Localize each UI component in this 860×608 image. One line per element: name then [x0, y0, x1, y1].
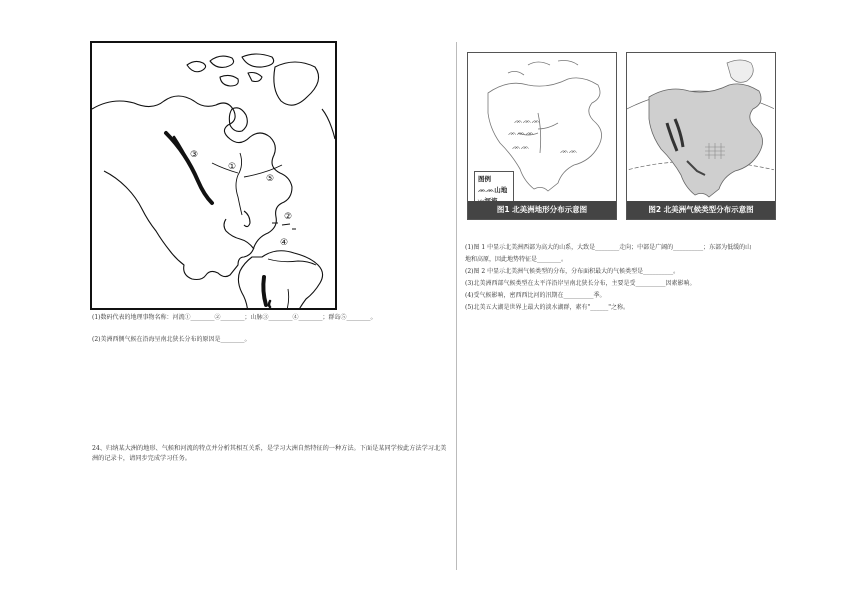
americas-map: [90, 41, 337, 310]
north-america-climate-fill: [649, 84, 763, 197]
map-label-5: ⑤: [266, 174, 275, 184]
mountain-symbols-3: ᨏᨏ: [512, 143, 530, 151]
question-24-intro: 24、归纳某大洲的地形、气候和河流的特点并分析其相互关系，是学习大洲自然特征的一种方法。下面是某同学按此方法学习北美洲的记录卡，请同步完成学习任务。: [92, 445, 447, 462]
figure-1-terrain-map: [467, 52, 617, 220]
map-label-2: ②: [284, 212, 293, 222]
figure-1-caption: 图1 北美洲地形分布示意图: [468, 201, 616, 219]
right-question-4: (4)受气候影响，密西西比河的汛期在__________季。: [465, 292, 606, 299]
right-question-1b: 地和高原，因此地势特征是________。: [465, 256, 568, 263]
right-question-3: (3)北美洲西部气候类型在太平洋沿岸呈南北狭长分布，主要是受__________因素影响。: [465, 280, 696, 287]
right-question-2: (2)图 2 中显示北美洲气候类型的分布，分布面积最大的气候类型是__________。: [465, 268, 680, 275]
right-question-5: (5)北美五大湖是世界上最大的淡水湖群，素有"______"之称。: [465, 304, 630, 311]
figure-2-climate-map: [626, 52, 776, 220]
figure-2-drawing: [627, 53, 774, 201]
mountain-symbols-2: ᨏᨏᨏ: [508, 129, 535, 137]
map-label-4: ④: [280, 238, 289, 248]
mountain-symbols-1: ᨏᨏᨏ: [514, 117, 541, 125]
mountain-symbols-4: ᨏᨏ: [560, 147, 578, 155]
map-label-3: ③: [190, 150, 199, 160]
andes-band-north: [263, 277, 266, 305]
legend-title: 图例: [478, 175, 491, 183]
left-question-1: (1)数码代表的地理事物名称：河流①________②________；山脉③________④________；群岛⑤________。: [92, 314, 377, 321]
left-question-2: (2)美洲西侧气候在沿海呈南北狭长分布的原因是________。: [92, 336, 251, 343]
column-divider: [456, 42, 457, 570]
legend-mountain: ᨏᨏ山地: [478, 186, 508, 194]
map-label-1: ①: [228, 162, 237, 172]
rocky-mountains-band: [166, 133, 212, 203]
americas-map-drawing: [92, 43, 335, 308]
right-question-1a: (1)图 1 中显示北美洲西部为高大的山系，大致是________走向；中部是广阔的__________；东部为低缓的山: [465, 244, 752, 251]
figure-2-caption: 图2 北美洲气候类型分布示意图: [627, 201, 775, 219]
legend-mountain-label: 山地: [494, 186, 508, 194]
